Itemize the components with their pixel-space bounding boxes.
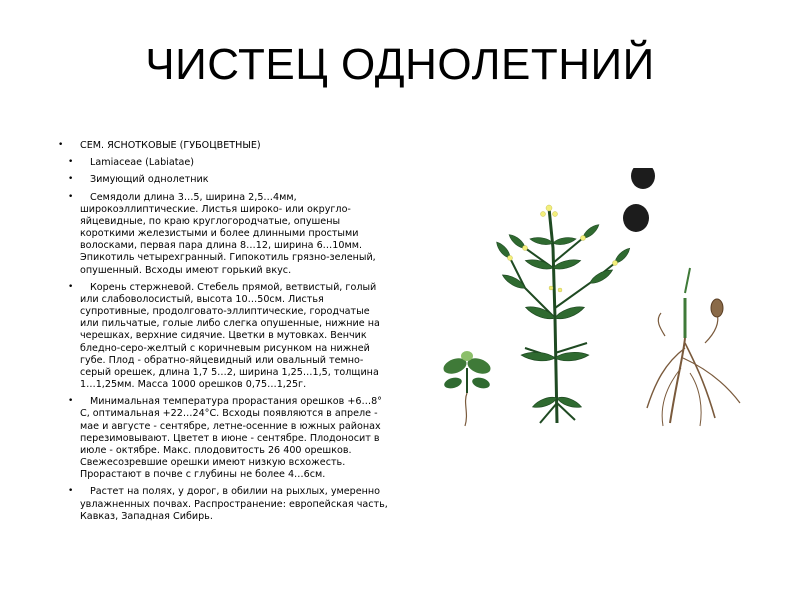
seed-icon	[631, 168, 655, 189]
bullet-habitat: • Растет на полях, у дорог, в обилии на рыхлых, умеренно увлажненных почвах. Распространение: европейская часть, Кавказ, Западная Сибирь.	[58, 486, 388, 523]
bullet-lifecycle: • Зимующий однолетник	[58, 174, 388, 186]
bullet-list	[58, 140, 388, 528]
bullet-germination: • Минимальная температура прорастания орешков +6…8° С, оптимальная +22…24°С. Всходы появляются в апреле - мае и августе - сентябре, летне-осенние в южных районах перезимовывают. Цветет в июне - сентябре. Плодоносит в июле - октябре. Макс. плодовитость 26 400 орешков. Свежесозревшие орешки имеют низкую всхожесть. Прорастают в почве с глубины не более 4…6см.	[58, 396, 388, 481]
bullet-morphology: • Корень стержневой. Стебель прямой, ветвистый, голый или слабоволосистый, высота 10…50см. Листья супротивные, продолговато-эллиптические, городчатые или пильчатые, голые либо слегка опушенные, нижние на черешках, верхние сидячие. Цветки в мутовках. Венчик бледно-серо-желтый с коричневым рисунком на нижней губе. Плод - обратно-яйцевидный или овальный темно-серый орешек, длина 1,7 5…2, ширина 1,25…1,5, толщина 1…1,25мм. Масса 1000 орешков 0,75…1,25г.	[58, 282, 388, 392]
seed-icon	[623, 204, 649, 232]
plant-illustration	[415, 168, 765, 430]
plant-main-icon	[494, 205, 632, 423]
bullet-seedlings: • Семядоли длина 3…5, ширина 2,5…4мм, широкоэллиптические. Листья широко- или округло-яйцевидные, по краю круглогородчатые, опушены короткими железистыми и более длинными простыми волосками, первая пара длина 8…12, ширина 6…10мм. Эпикотиль четырехгранный. Гипокотиль грязно-зеленый, опушенный. Всходы имеют горький вкус.	[58, 192, 388, 277]
seedling-icon	[441, 351, 492, 426]
slide-title: ЧИСТЕЦ ОДНОЛЕТНИЙ	[145, 40, 655, 89]
bullet-latin-name: • Lamiaceae (Labiatae)	[58, 157, 388, 169]
root-system-icon	[647, 268, 740, 426]
bullet-family: • СЕМ. ЯСНОТКОВЫЕ (ГУБОЦВЕТНЫЕ)	[58, 140, 388, 152]
